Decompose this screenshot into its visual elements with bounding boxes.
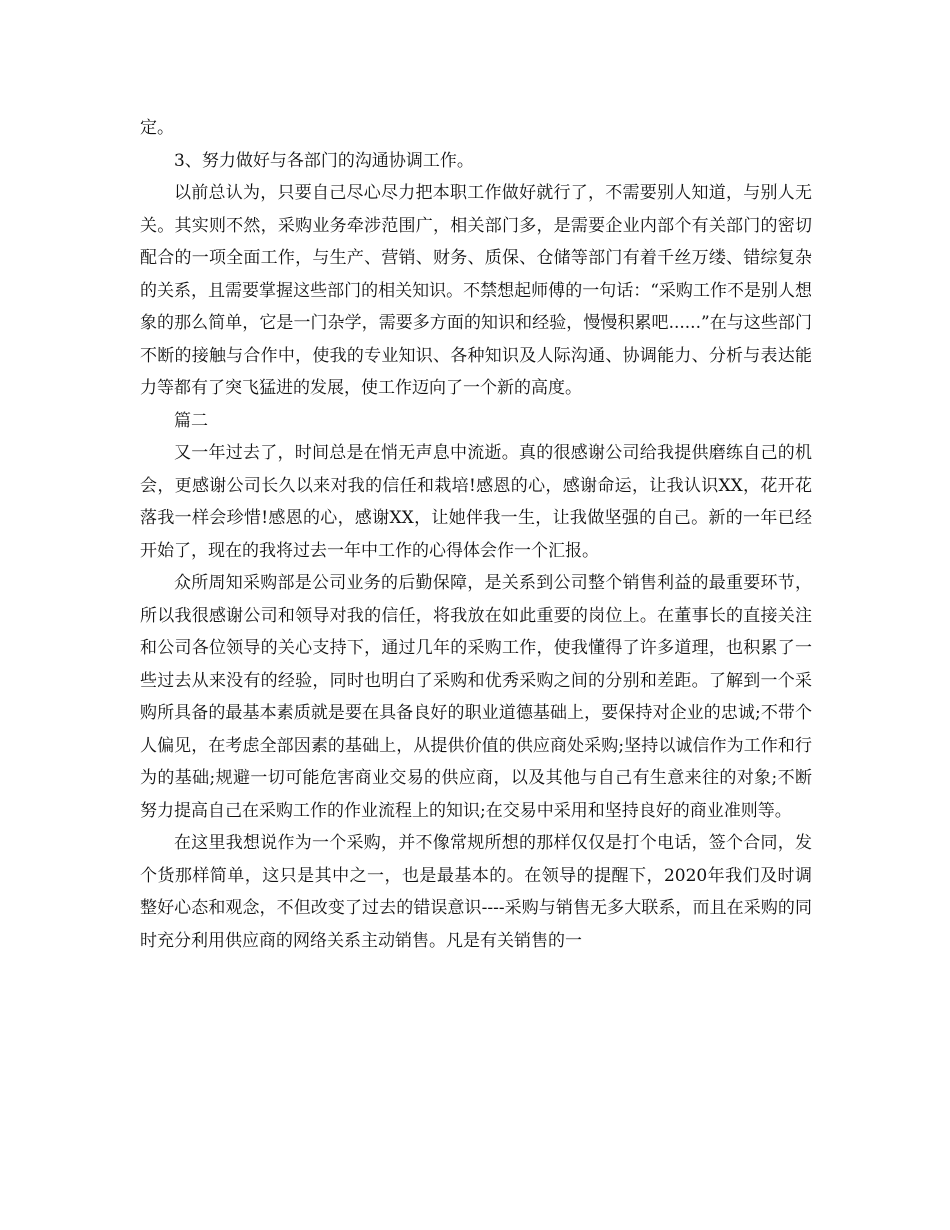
section-heading-communication: 3、努力做好与各部门的沟通协调工作。	[174, 150, 474, 171]
paragraph-year-review: 又一年过去了，时间总是在悄无声息中流逝。真的很感谢公司给我提供磨练自己的机会，更感谢公司长久以来对我的信任和栽培!感恩的心，感谢命运，让我认识XX，花开花落我一样会珍惜!感恩的心，感谢XX，让她伴我一生，让我做坚强的自己。新的一年已经开始了，现在的我将过去一年中工作的心得体会作一个汇报。	[140, 443, 812, 561]
paragraph-procurement-sales: 在这里我想说作为一个采购，并不像常规所想的那样仅仅是打个电话，签个合同，发个货那样简单，这只是其中之一，也是最基本的。在领导的提醒下，2020年我们及时调整好心态和观念，不但改变了过去的错误意识----采购与销售无多大联系，而且在采购的同时充分利用供应商的网络关系主动销售。凡是有关销售的一	[140, 833, 812, 951]
paragraph-continuation: 定。	[140, 118, 174, 138]
paragraph-procurement-role: 众所周知采购部是公司业务的后勤保障，是关系到公司整个销售利益的最重要环节，所以我很感谢公司和领导对我的信任，将我放在如此重要的岗位上。在董事长的直接关注和公司各位领导的关心支持下，通过几年的采购工作，使我懂得了许多道理，也积累了一些过去从来没有的经验，同时也明白了采购和优秀采购之间的分别和差距。了解到一个采购所具备的最基本素质就是要在具备良好的职业道德基础上，要保持对企业的忠诚;不带个人偏见，在考虑全部因素的基础上，从提供价值的供应商处采购;坚持以诚信作为工作和行为的基础;规避一切可能危害商业交易的供应商，以及其他与自己有生意来往的对象;不断努力提高自己在采购工作的作业流程上的知识;在交易中采用和坚持良好的商业准则等。	[140, 573, 812, 821]
paragraph-communication-body: 以前总认为，只要自己尽心尽力把本职工作做好就行了，不需要别人知道，与别人无关。其实则不然，采购业务牵涉范围广，相关部门多，是需要企业内部个有关部门的密切配合的一项全面工作，与生产、营销、财务、质保、仓储等部门有着千丝万缕、错综复杂的关系，且需要掌握这些部门的相关知识。不禁想起师傅的一句话：“采购工作不是别人想象的那么简单，它是一门杂学，需要多方面的知识和经验，慢慢积累吧......”在与这些部门不断的接触与合作中，使我的专业知识、各种知识及人际沟通、协调能力、分析与表达能力等都有了突飞猛进的发展，使工作迈向了一个新的高度。	[140, 183, 812, 398]
section-heading-part-two: 篇二	[174, 410, 208, 431]
document-page	[140, 112, 812, 957]
